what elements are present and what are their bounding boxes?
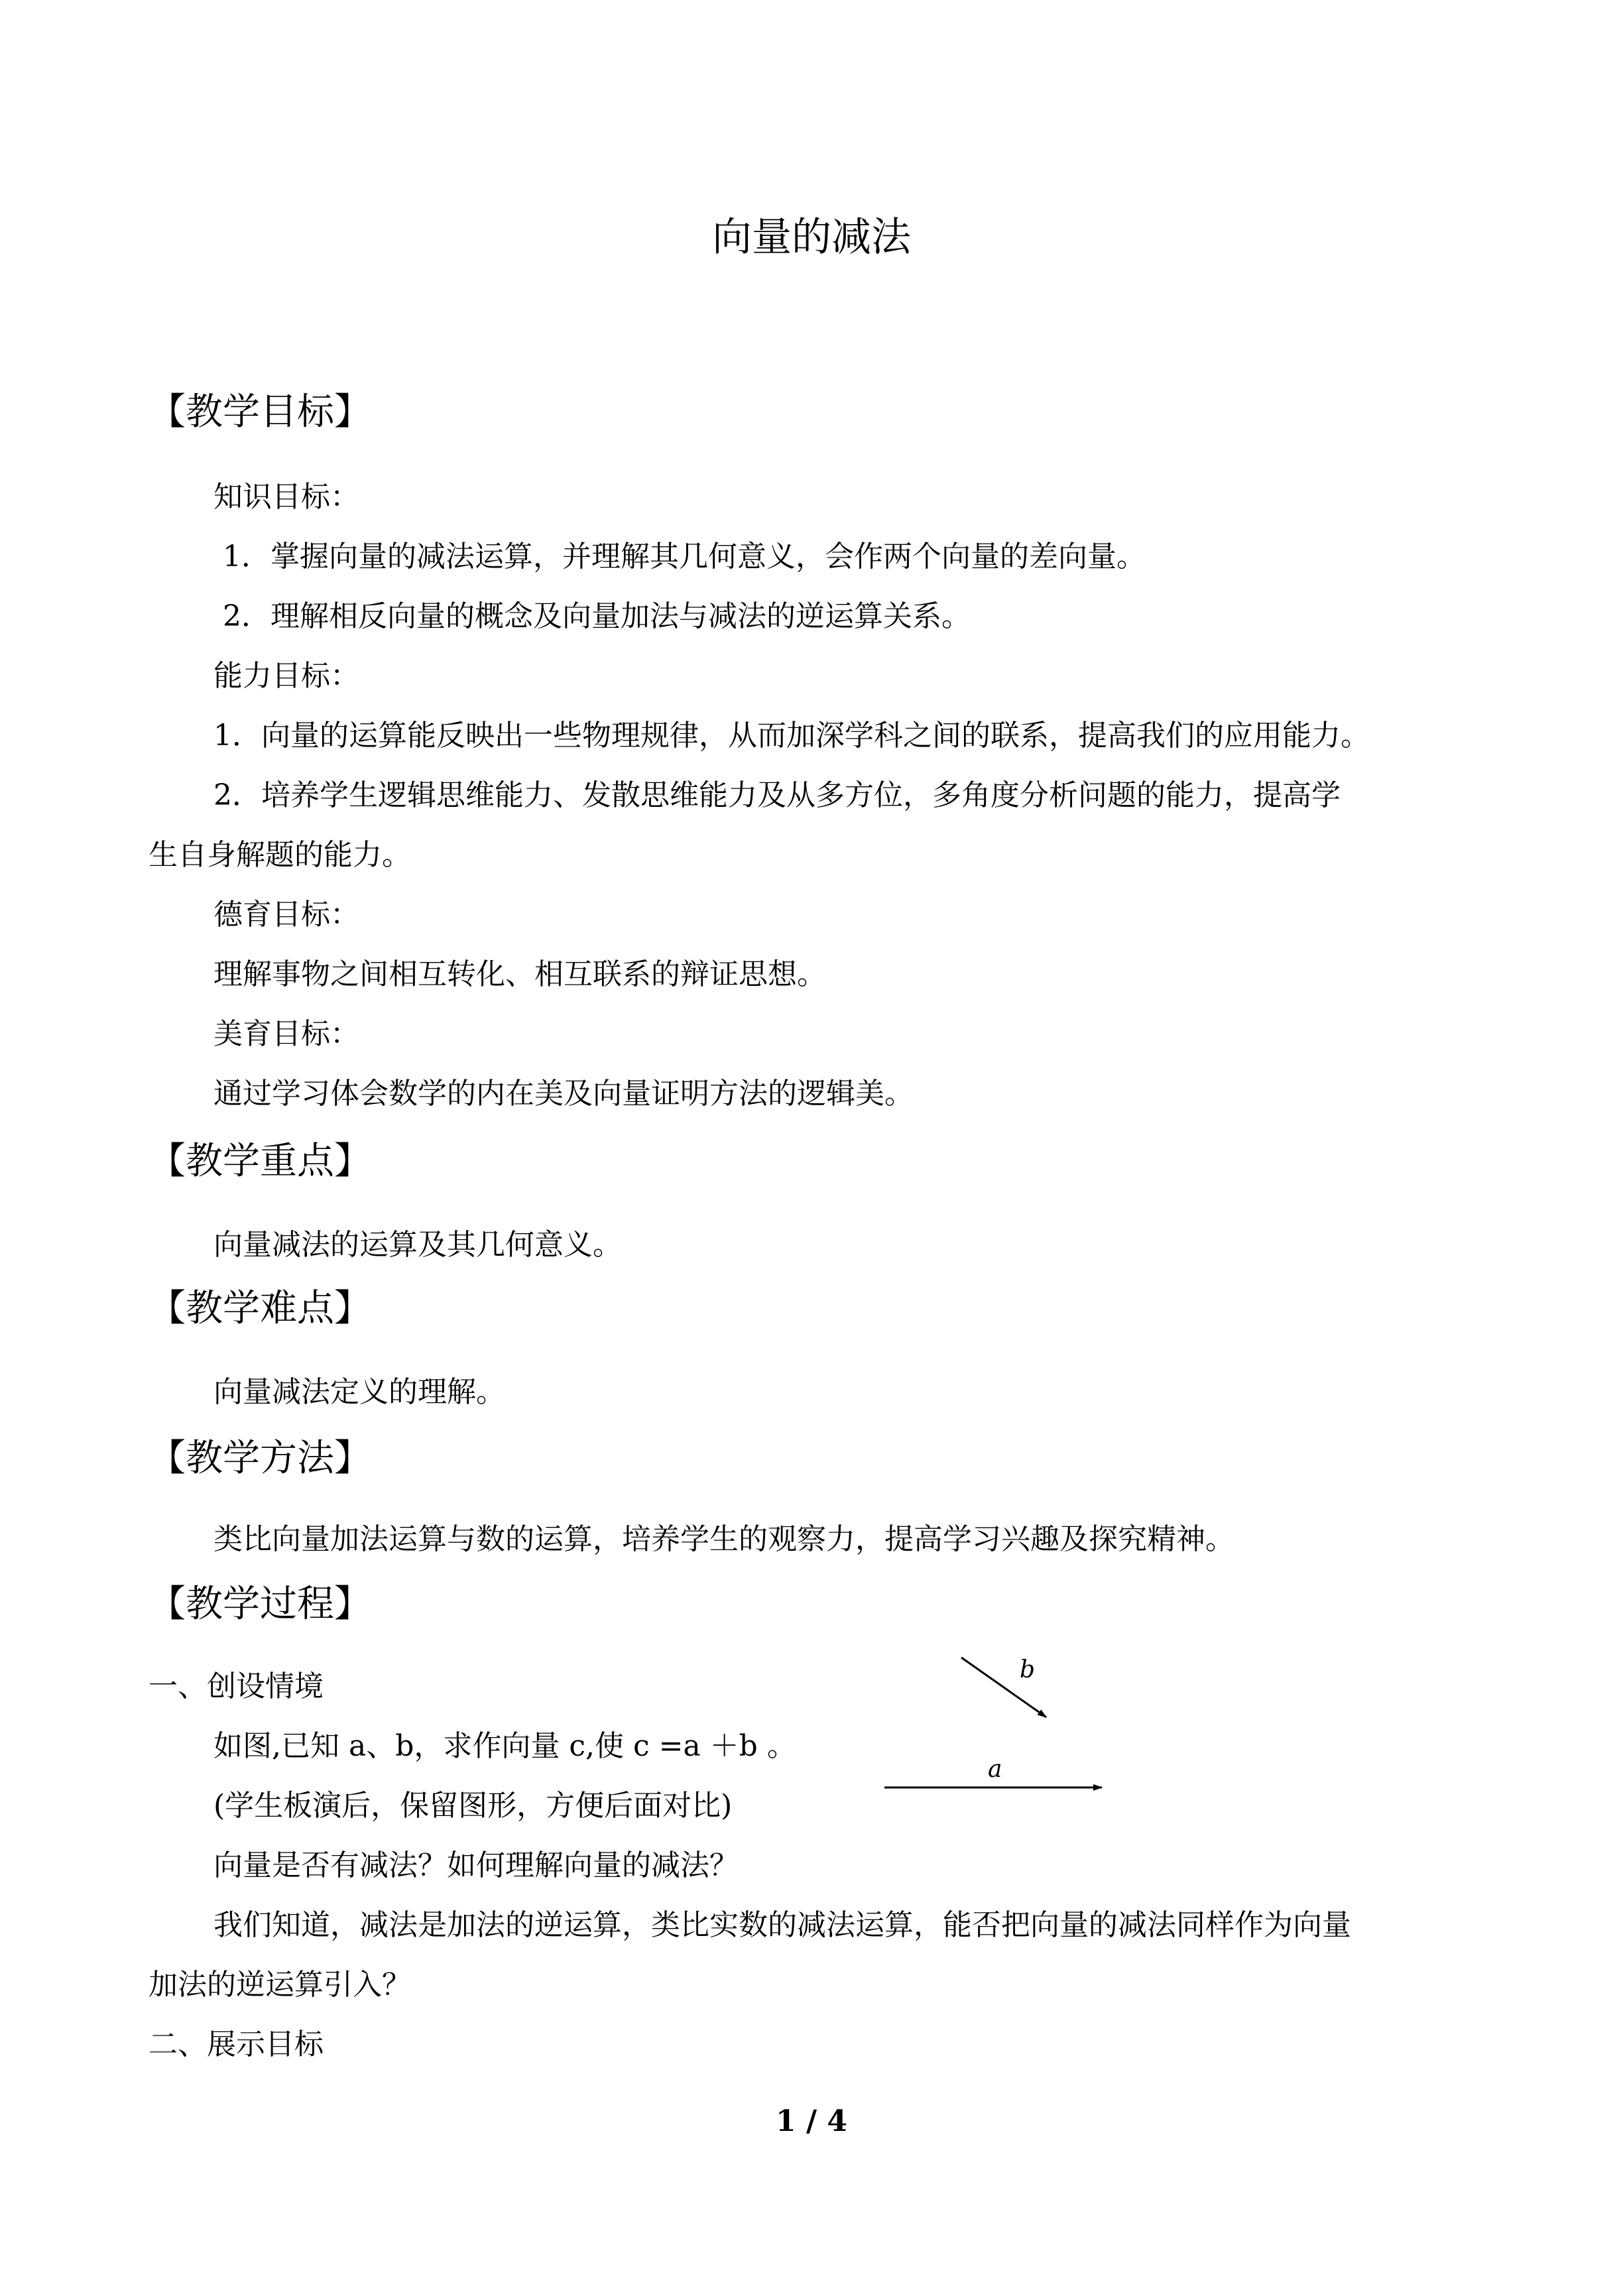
step1-line5: 加法的逆运算引入？ bbox=[149, 1968, 411, 2002]
vector-diagram bbox=[882, 1651, 1120, 1797]
methods-text: 类比向量加法运算与数的运算，培养学生的观察力，提高学习兴趣及探究精神。 bbox=[213, 1522, 1234, 1556]
aesthetic-goal-text: 通过学习体会数学的内在美及向量证明方法的逻辑美。 bbox=[213, 1077, 914, 1111]
difficulties-text: 向量减法定义的理解。 bbox=[213, 1375, 505, 1409]
step1-line4: 我们知道，减法是加法的逆运算，类比实数的减法运算，能否把向量的减法同样作为向量 bbox=[213, 1908, 1351, 1942]
moral-goals-label: 德育目标： bbox=[213, 898, 359, 932]
step1-line3: 向量是否有减法？如何理解向量的减法？ bbox=[213, 1848, 739, 1882]
step1-line2: (学生板演后，保留图形，方便后面对比) bbox=[213, 1789, 733, 1823]
knowledge-goal-2: 2．理解相反向量的概念及向量加法与减法的逆运算关系。 bbox=[223, 599, 971, 633]
heading-key-points: 【教学重点】 bbox=[149, 1140, 371, 1183]
aesthetic-goals-label: 美育目标： bbox=[213, 1017, 359, 1051]
step1-line1: 如图,已知 a、b，求作向量 c,使 c =a ＋b 。 bbox=[213, 1729, 796, 1763]
vector-a-label: a bbox=[988, 1756, 1002, 1783]
heading-difficulties: 【教学难点】 bbox=[149, 1287, 371, 1330]
knowledge-goal-1: 1．掌握向量的减法运算，并理解其几何意义，会作两个向量的差向量。 bbox=[223, 540, 1146, 574]
ability-goals-label: 能力目标： bbox=[213, 659, 359, 693]
key-points-text: 向量减法的运算及其几何意义。 bbox=[213, 1228, 622, 1262]
ability-goal-2-line2: 生自身解题的能力。 bbox=[149, 838, 411, 872]
page-number: 1 / 4 bbox=[776, 2104, 847, 2138]
page-title: 向量的减法 bbox=[712, 214, 911, 261]
heading-teaching-goals: 【教学目标】 bbox=[149, 391, 371, 434]
vector-b-label: b bbox=[1020, 1656, 1036, 1683]
ability-goal-2-line1: 2．培养学生逻辑思维能力、发散思维能力及从多方位，多角度分析问题的能力，提高学 bbox=[213, 778, 1341, 812]
step1-title: 一、创设情境 bbox=[149, 1669, 324, 1703]
heading-process: 【教学过程】 bbox=[149, 1583, 371, 1626]
knowledge-goals-label: 知识目标： bbox=[213, 480, 359, 514]
vector-figure bbox=[882, 1651, 1120, 1797]
moral-goal-text: 理解事物之间相互转化、相互联系的辩证思想。 bbox=[213, 957, 826, 991]
step2-title: 二、展示目标 bbox=[149, 2027, 324, 2061]
ability-goal-1: 1．向量的运算能反映出一些物理规律，从而加深学科之间的联系，提高我们的应用能力。 bbox=[213, 719, 1370, 753]
heading-methods: 【教学方法】 bbox=[149, 1437, 371, 1480]
